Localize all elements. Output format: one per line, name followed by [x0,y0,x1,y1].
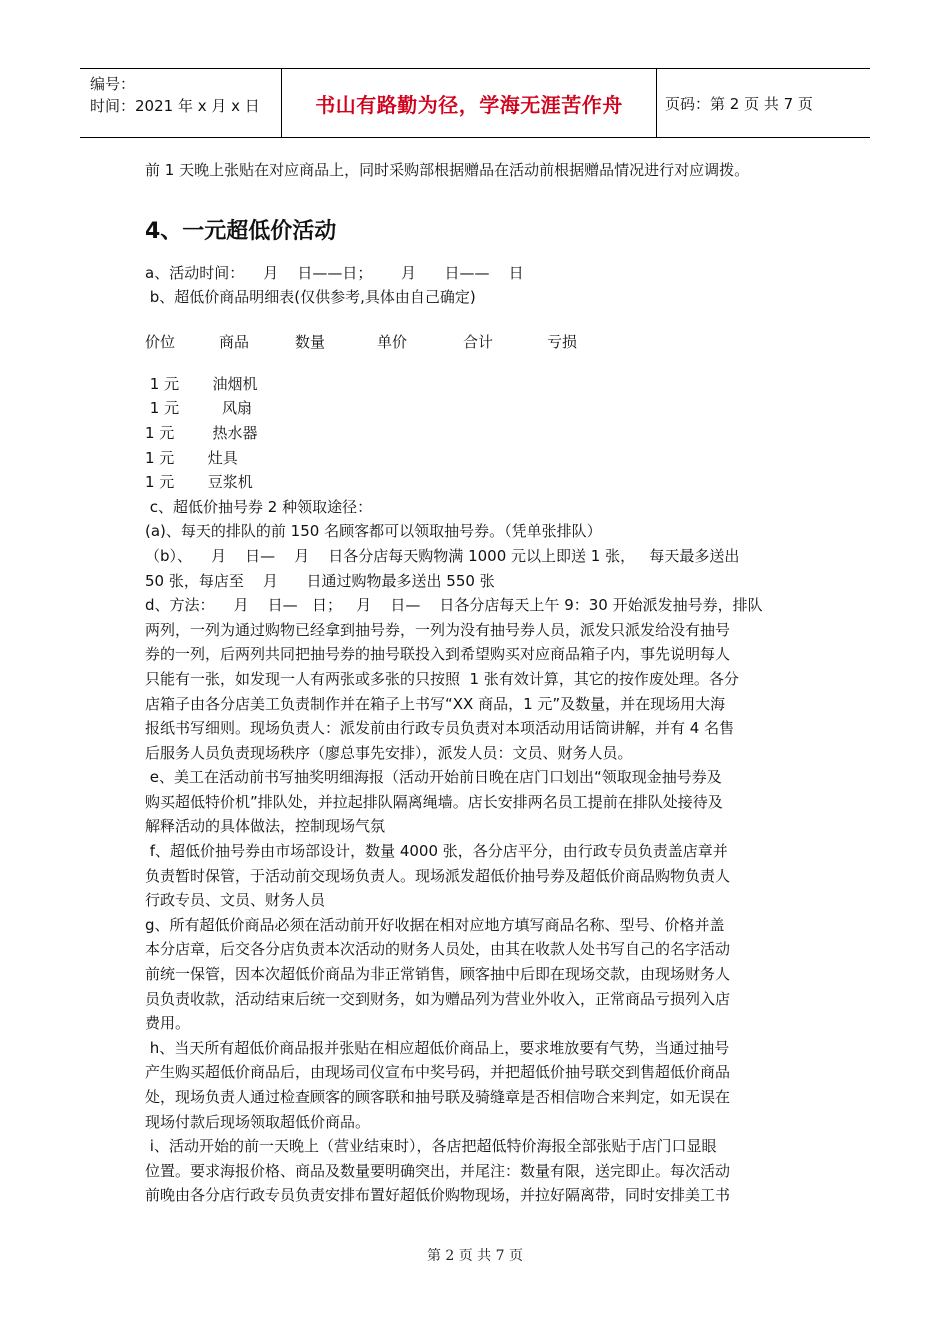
body-line: d、方法： 月 日— 日； 月 日— 日各分店每天上午 9：30 开始派发抽号券，排队 [145,596,763,615]
header-meta [80,69,282,137]
body-line: i、活动开始的前一天晚上（营业结束时），各店把超低特价海报全部张贴于店门口显眼 [145,1137,717,1156]
body-line: e、美工在活动前书写抽奖明细海报（活动开始前日晚在店门口划出“领取现金抽号券及 [145,768,722,787]
body-line: 前统一保管，因本次超低价商品为非正常销售，顾客抽中后即在现场交款，由现场财务人 [145,965,731,984]
body-line: 50 张，每店至 月 日通过购物最多送出 550 张 [145,571,495,590]
table-caption: b、超低价商品明细表(仅供参考,具体由自己确定) [145,288,476,307]
paragraph-line: 前 1 天晚上张贴在对应商品上，同时采购部根据赠品在活动前根据赠品情况进行对应调拨。 [145,161,750,179]
body-line: f、超低价抽号券由市场部设计，数量 4000 张，各分店平分，由行政专员负责盖店章并 [145,842,728,861]
body-line: 处，现场负责人通过检查顾客的顾客联和抽号联及骑缝章是否相信吻合来判定，如无误在 [145,1088,731,1106]
table-header-row [145,330,825,354]
body-line: 报纸书写细则。现场负责人：派发前由行政专员负责对本项活动用话筒讲解，并有 4 名售 [145,719,735,738]
body-line: 现场付款后现场领取超低价商品。 [145,1112,371,1131]
col-loss: 亏损 [547,332,578,351]
table-row: 1 元 豆浆机 [145,473,253,492]
body-line: 行政专员、文员、财务人员 [145,891,326,910]
header-page-number: 页码：第 2 页 共 7 页 [665,94,813,113]
body-line: 负责暂时保管，于活动前交现场负责人。现场派发超低价抽号券及超低价商品购物负责人 [145,866,731,885]
body-line: g、所有超低价商品必须在活动前开好收据在相对应地方填写商品名称、型号、价格并盖 [145,915,725,934]
body-line: 券的一列，后两列共同把抽号券的抽号联投入到希望购买对应商品箱子内，事先说明每人 [145,645,731,664]
body-line: 购买超低特价机”排队处，并拉起排队隔离绳墙。店长安排两名员工提前在排队处接待及 [145,792,723,811]
col-price: 价位 [145,332,176,351]
page-footer: 第 2 页 共 7 页 [426,1248,524,1264]
col-quantity: 数量 [295,332,326,351]
activity-time-line: a、活动时间： 月 日——日； 月 日—— 日 [145,263,524,282]
body-line: 解释活动的具体做法，控制现场气氛 [145,817,386,836]
body-line: (a)、每天的排队的前 150 名顾客都可以领取抽号券。（凭单张排队） [145,522,602,541]
table-row: 1 元 灶具 [145,448,238,467]
body-line: 费用。 [145,1014,191,1033]
body-line: 只能有一张，如发现一人有两张或多张的只按照 1 张有效计算，其它的按作废处理。各分 [145,669,739,688]
body-line: 店箱子由各分店美工负责制作并在箱子上书写“XX 商品，1 元”及数量，并在现场用大海 [145,694,726,713]
section-title: 4、一元超低价活动 [145,218,337,244]
body-line: （b）、 月 日— 月 日各分店每天购物满 1000 元以上即送 1 张， 每天最多送出 [145,546,740,565]
header-motto: 书山有路勤为径，学海无涯苦作舟 [282,69,657,137]
body-line: 本分店章，后交各分店负责本次活动的财务人员处，由其在收款人处书写自己的名字活动 [145,940,731,959]
body-line: 员负责收款，活动结束后统一交到财务，如为赠品列为营业外收入，正常商品亏损列入店 [145,989,731,1008]
table-row: 1 元 油烟机 [145,374,258,393]
table-row: 1 元 风扇 [145,399,253,418]
col-unit-price: 单价 [377,332,408,351]
body-line: 前晚由各分店行政专员负责安排布置好超低价购物现场，并拉好隔离带，同时安排美工书 [145,1186,731,1205]
document-date: 时间：2021 年 x 月 x 日 [90,97,260,115]
body-line: c、超低价抽号券 2 种领取途径： [145,497,373,516]
body-line: h、当天所有超低价商品报并张贴在相应超低价商品上，要求堆放要有气势，当通过抽号 [145,1038,730,1057]
body-line: 后服务人员负责现场秩序（廖总事先安排），派发人员：文员、财务人员。 [145,743,633,762]
body-line: 位置。要求海报价格、商品及数量要明确突出，并尾注：数量有限，送完即止。每次活动 [145,1161,731,1180]
col-product: 商品 [219,332,250,351]
body-line: 两列，一列为通过购物已经拿到抽号券，一列为没有抽号券人员，派发只派发给没有抽号 [145,620,731,639]
body-line: 产生购买超低价商品后，由现场司仪宣布中奖号码，并把超低价抽号联交到售超低价商品 [145,1063,731,1082]
col-total: 合计 [463,332,494,351]
document-body [145,158,825,1208]
page-header [80,68,870,138]
table-row: 1 元 热水器 [145,423,258,442]
document-number: 编号： [90,75,136,93]
